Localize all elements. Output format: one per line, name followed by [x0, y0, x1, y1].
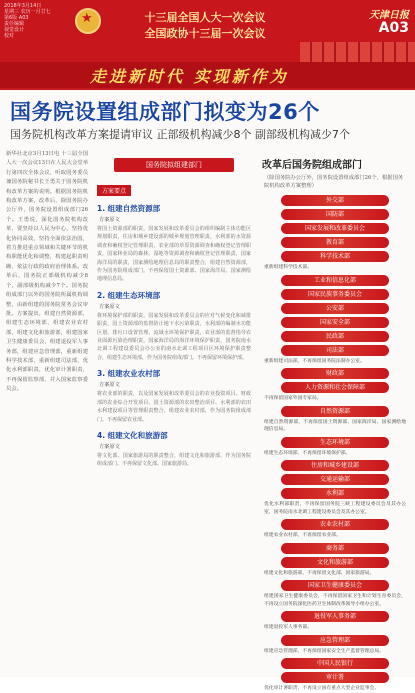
department-item: [260, 209, 410, 220]
newspaper-brand: 天津日报: [369, 10, 409, 21]
page-subtitle: 国务院机构改革方案提请审议 正部级机构减少8个 副部级机构减少7个: [10, 128, 350, 141]
great-wall-decoration: [300, 42, 415, 62]
department-desc: 重新组建司法部，不再保留国务院法制办公室。: [264, 358, 365, 364]
masthead-meta: [4, 3, 62, 39]
department-item: [260, 331, 410, 342]
department-item: [260, 611, 410, 632]
right-note: （除国务院办公厅外，国务院设置组成部门26个，根据国务院机构改革方案整理）: [264, 175, 404, 189]
masthead: [0, 0, 415, 90]
department-name: 人力资源和社会保障部: [281, 382, 389, 393]
department-name: 教育部: [281, 237, 389, 248]
section-heading: 2. 组建生态环境部: [97, 290, 161, 300]
department-name: 国防部: [281, 209, 389, 220]
department-item: [260, 658, 410, 669]
department-name: 国家发展和改革委员会: [281, 223, 389, 234]
article-body: 新华社北京3月13日电 十三届全国人大一次会议13日在人民大会堂举行第四次全体会议，听取国务委员兼国务院秘书长王勇关于国务院机构改革方案的说明。根据国务院机构改革方案，改革后，除国务院办公厅外，国务院设置组成部门26个。王勇说，深化国务院机构改革，要坚持以人民为中心，坚持优化协同高效，坚持全面依法治国，着力推进重点领域和关键环节的机构职能优化和调整，构建起职责明确、依法行政的政府治理体系。改革后，国务院正部级机构减少8个，副部级机构减少7个。国务院组成部门以外的国务院所属机构调整，由新组建的国务院常务会议审批。方案提出，组建自然资源部，组建生态环境部，组建农业农村部，组建文化和旅游部，组建国家卫生健康委员会，组建退役军人事务部，组建应急管理部，重新组建科学技术部，重新组建司法部，优化水利部职责，优化审计署职责，不再保留监察部，并入国家监察委员会。: [6, 151, 88, 393]
center-subtitle-badge: 方案要点: [97, 185, 131, 196]
section-item: [93, 203, 255, 284]
section-heading: 4. 组建文化和旅游部: [97, 430, 168, 440]
department-desc: 优化水利部职责，不再保留国务院三峡工程建设委员会及其办公室、国务院南水北调工程建设委员会及其办公室。: [264, 502, 406, 515]
department-desc: 组建文化和旅游部，不再保留文化部、国家旅游局。: [264, 570, 375, 576]
department-name: 科学技术部: [281, 251, 389, 262]
section-key: 方案原文: [99, 382, 120, 389]
slogan: 走进新时代 实现新作为: [90, 67, 289, 86]
department-item: [260, 382, 410, 403]
department-desc: 组建自然资源部，不再保留国土资源部、国家海洋局、国家测绘地理信息局。: [264, 419, 406, 432]
department-desc: 不再保留国家外国专家局。: [264, 396, 322, 401]
right-title: 改革后国务院组成部门: [262, 160, 362, 171]
section-text: 将农业部的职责，以及国家发展和改革委员会的农业投资项目、财政部的农业综合开发项目、国土资源部的农田整治项目、水利部的农田水利建设项目等管理职责整合，组建农业农村部，作为国务院组成部门。不再保留农业部。: [97, 391, 251, 423]
department-name: 财政部: [281, 368, 389, 379]
center-title: 国务院拟组建部门: [114, 158, 234, 172]
department-name: 退役军人事务部: [281, 611, 389, 622]
department-name: 自然资源部: [281, 406, 389, 417]
department-item: [260, 488, 410, 516]
department-item: [260, 345, 410, 366]
department-item: [260, 303, 410, 314]
department-item: [260, 275, 410, 286]
section-item: [93, 430, 255, 469]
section-text: 将国土资源部的职责，国家发展和改革委员会的组织编制主体功能区规划职责，住房和城乡建设部的城乡规划管理职责，水利部的水资源调查和确权登记管理职责，农业部的草原资源调查和确权登记管理职责，国家林业局的森林、湿地等资源调查和确权登记管理职责，国家海洋局的职责，国家测绘地理信息局的职责整合，组建自然资源部，作为国务院组成部门。不再保留国土资源部、国家海洋局、国家测绘地理信息局。: [97, 226, 251, 283]
section-key: 方案原文: [99, 303, 120, 310]
department-name: 国家民族事务委员会: [281, 289, 389, 300]
section-item: [93, 368, 255, 424]
department-name: 外交部: [281, 195, 389, 206]
department-desc: 组建退役军人事务部。: [264, 625, 312, 630]
section-text: 将文化部、国家旅游局的职责整合，组建文化和旅游部，作为国务院组成部门。不再保留文化部、国家旅游局。: [97, 452, 251, 468]
department-name: 司法部: [281, 345, 389, 356]
department-list: [260, 195, 410, 693]
department-item: [260, 635, 410, 656]
page-title: 国务院设置组成部门拟变为26个: [10, 100, 320, 124]
meta-line: 校对: [4, 33, 15, 39]
meta-line: 视觉设计: [4, 27, 25, 33]
department-item: [260, 289, 410, 300]
department-desc: 优化审计署职责，不再设立国有重点大型企业监事会。: [264, 686, 380, 691]
department-item: [260, 672, 410, 693]
meta-line: 责任编辑: [4, 21, 25, 27]
department-item: [260, 406, 410, 434]
department-name: 农业农村部: [281, 519, 389, 530]
department-item: [260, 519, 410, 540]
department-item: [260, 368, 410, 379]
department-name: 中国人民银行: [281, 658, 389, 669]
department-desc: 重新组建科学技术部。: [264, 265, 312, 270]
department-item: [260, 580, 410, 608]
department-name: 商务部: [281, 543, 389, 554]
department-item: [260, 195, 410, 206]
section-text: 将环境保护部的职责，国家发展和改革委员会的应对气候变化和减排职责，国土资源部的监督防止地下水污染职责，水利部的编制水功能区划、排污口设置管理、流域水环境保护职责，农业部的监督指导农业面源污染治理职责，国家海洋局的海洋环境保护职责，国务院南水北调工程建设委员会办公室的南水北调工程项目区环境保护职责整合，组建生态环境部，作为国务院组成部门。不再保留环境保护部。: [97, 312, 251, 361]
department-desc: 组建生态环境部，不再保留环境保护部。: [264, 450, 351, 456]
department-item: [260, 543, 410, 554]
meta-line: 第6版 A03: [4, 15, 29, 21]
section-key: 方案原文: [99, 443, 120, 450]
department-name: 工业和信息化部: [281, 275, 389, 286]
slogan-bar: [0, 62, 415, 88]
department-item: [260, 474, 410, 485]
department-name: 交通运输部: [281, 474, 389, 485]
department-item: [260, 557, 410, 578]
center-column: [93, 150, 255, 675]
department-item: [260, 251, 410, 272]
department-name: 生态环境部: [281, 437, 389, 448]
department-desc: 组建应急管理部，不再保留国家安全生产监督管理总局。: [264, 648, 384, 654]
session-banner: [100, 10, 310, 60]
department-name: 审计署: [281, 672, 389, 683]
department-item: [260, 237, 410, 248]
banner-line-npc: 十三届全国人大一次会议: [144, 11, 266, 24]
department-item: [260, 317, 410, 328]
department-name: 住房和城乡建设部: [281, 460, 389, 471]
page-number: A03: [378, 20, 409, 36]
section-item: [93, 290, 255, 362]
banner-line-cppcc: 全国政协十三届一次会议: [144, 27, 266, 40]
department-item: [260, 437, 410, 458]
section-key: 方案原文: [99, 217, 120, 223]
section-heading: 3. 组建农业农村部: [97, 369, 161, 379]
department-item: [260, 460, 410, 471]
department-item: [260, 223, 410, 234]
department-name: 公安部: [281, 303, 389, 314]
department-name: 国家卫生健康委员会: [281, 580, 389, 591]
department-desc: 组建国家卫生健康委员会，不再保留国家卫生和计划生育委员会，不再设立国务院深化医药卫生体制改革领导小组办公室。: [264, 594, 406, 607]
section-heading: 1. 组建自然资源部: [97, 204, 161, 213]
department-name: 民政部: [281, 331, 389, 342]
national-emblem-icon: [75, 8, 101, 34]
department-name: 文化和旅游部: [281, 557, 389, 568]
department-name: 应急管理部: [281, 635, 389, 646]
meta-line: 2018年3月14日: [4, 3, 42, 9]
meta-line: 星期三 农历一月廿七: [4, 9, 51, 15]
department-name: 水利部: [281, 488, 389, 499]
department-name: 国家安全部: [281, 317, 389, 328]
department-desc: 组建农业农村部，不再保留农业部。: [264, 533, 341, 538]
right-column: [260, 150, 410, 691]
